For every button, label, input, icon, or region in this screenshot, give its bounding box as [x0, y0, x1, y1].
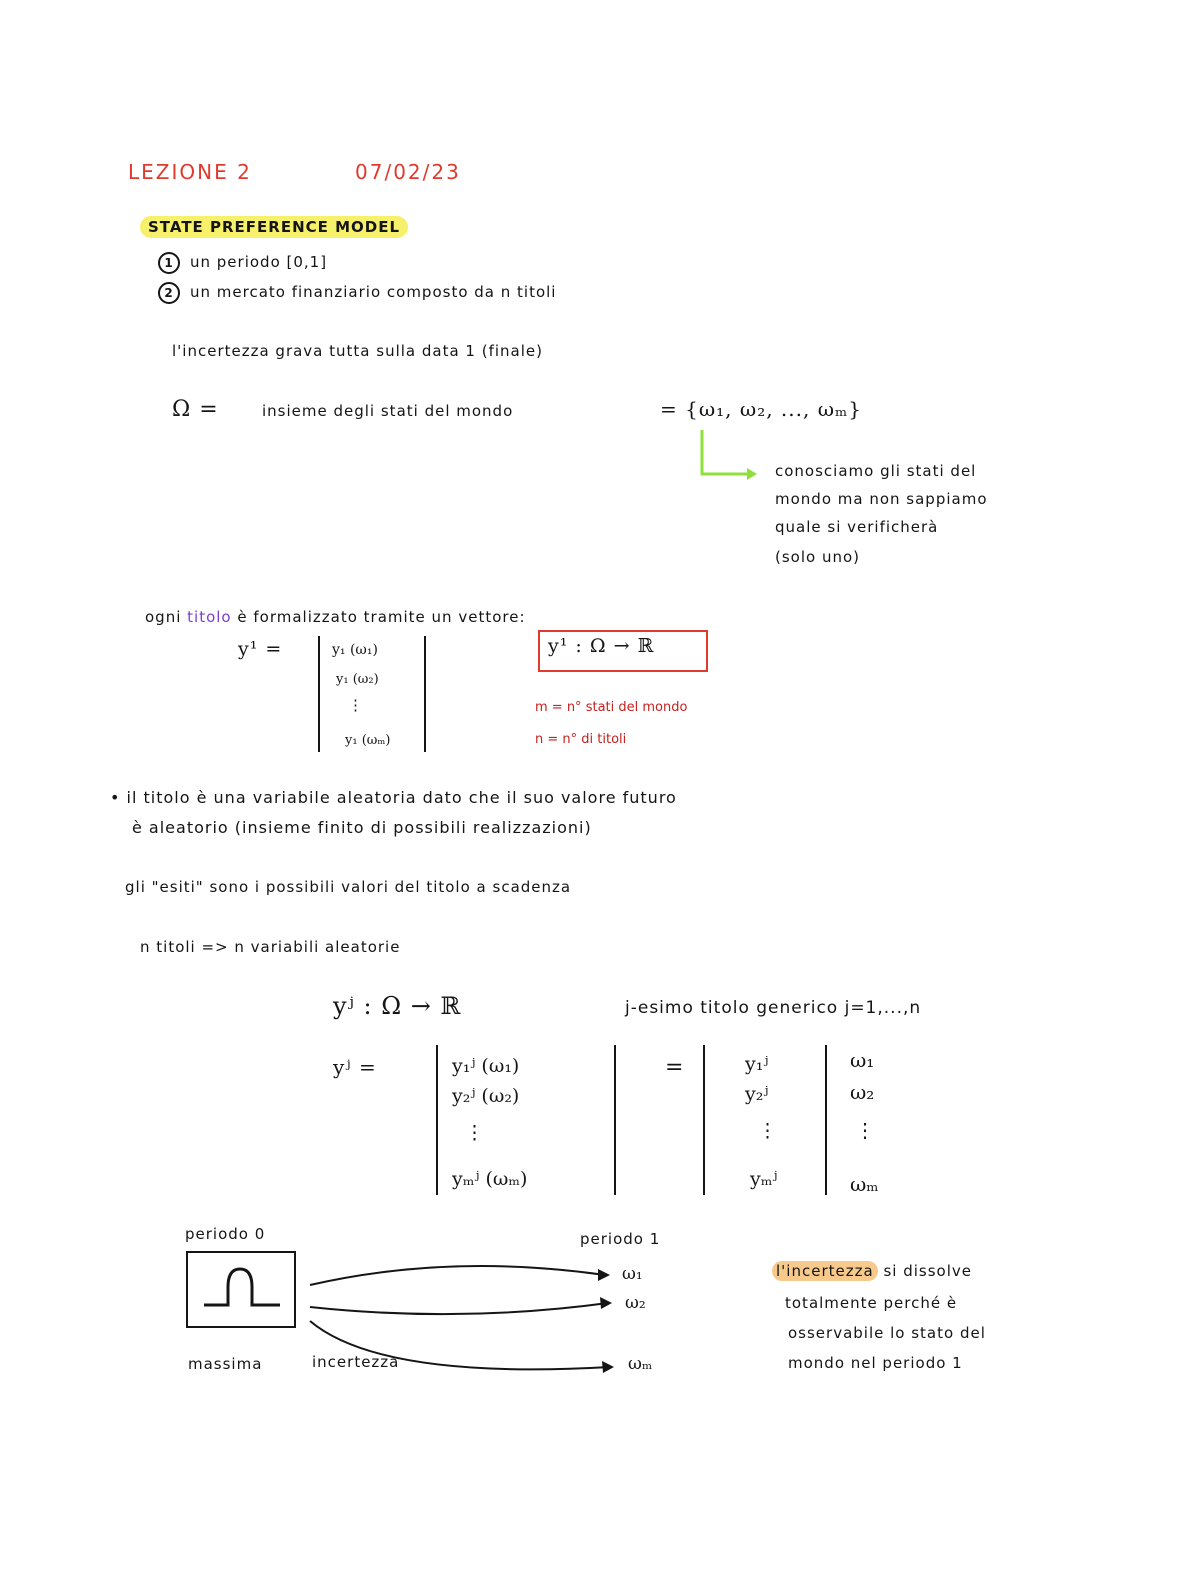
lesson-title: LEZIONE 2 [128, 160, 252, 184]
yj-description: j-esimo titolo generico j=1,...,n [625, 998, 922, 1018]
yj-left-entry: ⋮ [465, 1122, 484, 1144]
yj-right-entry: ⋮ [758, 1120, 777, 1142]
vector-intro-after: è formalizzato tramite un vettore: [237, 608, 526, 626]
yj-state-label: ⋮ [855, 1118, 875, 1142]
dissolve-note-line: mondo nel periodo 1 [788, 1354, 963, 1372]
red-note-m: m = n° stati del mondo [535, 700, 688, 715]
dissolve-note-first-line [772, 1262, 972, 1280]
uncertainty-line: l'incertezza grava tutta sulla data 1 (finale) [172, 342, 543, 360]
dissolve-note-line: osservabile lo stato del [788, 1324, 986, 1342]
section-title [140, 218, 408, 236]
vector-y1-entry: y₁ (ωₘ) [345, 733, 391, 748]
yj-map: yʲ : Ω → ℝ [333, 992, 462, 1020]
vector-intro-before: ogni [145, 608, 182, 626]
vector-y1-entry: y₁ (ω₂) [336, 672, 379, 687]
vector-intro [145, 608, 526, 626]
yj-equals: = [665, 1055, 685, 1080]
period0-label: periodo 0 [185, 1225, 266, 1243]
yj-right-entry: yₘʲ [750, 1168, 778, 1190]
red-note-n: n = n° di titoli [535, 732, 627, 747]
lesson-date: 07/02/23 [355, 160, 461, 184]
yj-left-entry: y₁ʲ (ω₁) [452, 1055, 520, 1077]
random-variable-line: • il titolo è una variabile aleatoria dato che il suo valore futuro [110, 788, 677, 807]
omega-note-line: quale si verificherà [775, 518, 939, 536]
omega-note-line: conosciamo gli stati del [775, 462, 977, 480]
boxed-map-text: y¹ : Ω → ℝ [548, 635, 655, 657]
dissolve-note-text: si dissolve [883, 1262, 972, 1280]
omega-set: = {ω₁, ω₂, ..., ωₘ} [660, 397, 863, 421]
bump-icon [204, 1269, 280, 1305]
omega-note-line: (solo uno) [775, 548, 860, 566]
arrow-to-omega2 [310, 1303, 608, 1314]
vector-y1-lhs: y¹ = [238, 638, 283, 660]
green-arrow-icon [695, 428, 765, 484]
n-titoli-line: n titoli => n variabili aleatorie [140, 938, 401, 956]
esiti-line: gli "esiti" sono i possibili valori del titolo a scadenza [125, 878, 572, 896]
list-number: 2 [158, 282, 180, 304]
list-item [158, 252, 327, 274]
period1-label: periodo 1 [580, 1230, 661, 1248]
outcome-label: ωₘ [628, 1354, 653, 1374]
bottom-label-massima: massima [188, 1355, 263, 1373]
list-number: 1 [158, 252, 180, 274]
yj-left-entry: yₘʲ (ωₘ) [452, 1168, 528, 1190]
period0-box [187, 1252, 295, 1327]
section-title-text: STATE PREFERENCE MODEL [140, 216, 408, 238]
yj-left-entry: y₂ʲ (ω₂) [452, 1085, 520, 1107]
arrow-to-omega1 [310, 1266, 605, 1285]
random-variable-line: è aleatorio (insieme finito di possibili realizzazioni) [132, 818, 592, 837]
outcome-label: ω₁ [622, 1264, 643, 1284]
bottom-label-incertezza: incertezza [312, 1353, 400, 1371]
vector-y1-entry: ⋮ [348, 696, 363, 714]
yj-state-label: ω₁ [850, 1048, 875, 1072]
yj-state-label: ωₘ [850, 1172, 879, 1196]
vector-y1-entry: y₁ (ω₁) [332, 642, 378, 658]
list-item-text: un periodo [0,1] [190, 253, 328, 271]
omega-note-line: mondo ma non sappiamo [775, 490, 988, 508]
dissolve-note-highlight: l'incertezza [772, 1261, 878, 1281]
dissolve-note-line: totalmente perché è [785, 1294, 958, 1312]
omega-definition: insieme degli stati del mondo [262, 402, 514, 420]
yj-state-label: ω₂ [850, 1080, 875, 1104]
outcome-label: ω₂ [625, 1293, 646, 1313]
yj-vector-lhs: yʲ = [333, 1055, 377, 1079]
yj-right-entry: y₁ʲ [745, 1053, 769, 1075]
list-item-text: un mercato finanziario composto da n titoli [190, 283, 557, 301]
yj-right-entry: y₂ʲ [745, 1083, 769, 1105]
omega-symbol: Ω = [172, 397, 219, 422]
vector-intro-title-word: titolo [187, 608, 232, 626]
list-item [158, 282, 556, 304]
